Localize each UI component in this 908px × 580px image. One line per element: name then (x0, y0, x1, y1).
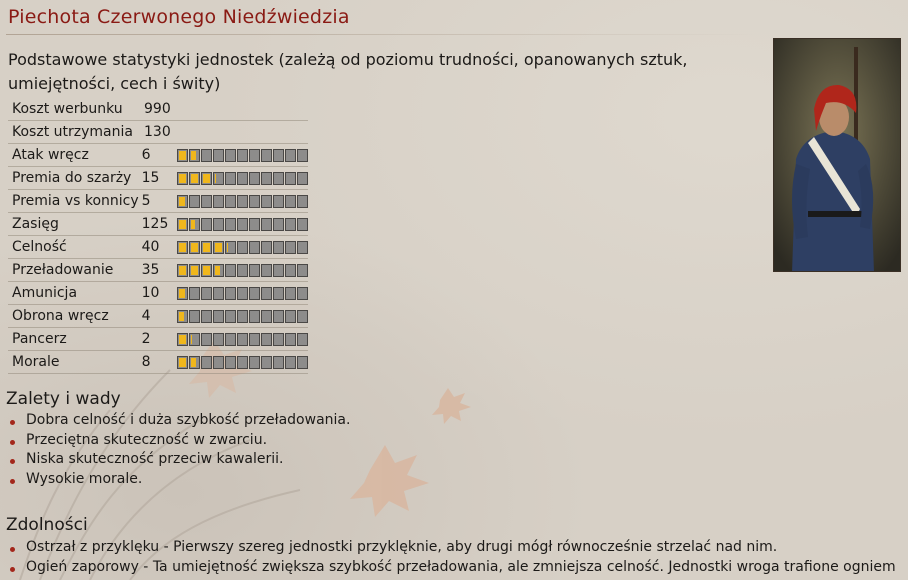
list-item-text: Przeciętna skuteczność w zwarciu. (26, 431, 268, 448)
stat-bar-fill (191, 151, 196, 160)
stat-bar-fill (179, 335, 186, 344)
stat-bar-segment (225, 356, 236, 369)
list-item (10, 558, 896, 578)
stat-bar-segment (189, 241, 200, 254)
stat-value: 15 (141, 170, 160, 186)
stat-row (8, 236, 308, 259)
stat-bar-fill (179, 358, 186, 367)
stat-bar-fill (215, 174, 216, 183)
stat-bar-segment (261, 218, 272, 231)
stat-bar-segment (249, 356, 260, 369)
stat-bar-segment (189, 218, 200, 231)
stat-bar-segment (213, 218, 224, 231)
stat-bar-segment (189, 333, 200, 346)
stat-bar (177, 264, 308, 277)
bullet-icon (10, 567, 15, 572)
stat-bar-segment (189, 195, 200, 208)
stat-bar-segment (249, 218, 260, 231)
list-item (10, 411, 350, 431)
stat-bar-segment (201, 195, 212, 208)
list-item (10, 470, 350, 490)
stat-row (8, 190, 308, 213)
stat-bar-segment (237, 149, 248, 162)
stat-bar-segment (237, 310, 248, 323)
stat-bar-segment (225, 195, 236, 208)
stat-row (8, 328, 308, 351)
pros-cons-list (10, 411, 350, 489)
bullet-icon (10, 459, 15, 464)
stat-bar-segment (177, 172, 188, 185)
stat-bar-segment (177, 218, 188, 231)
stat-bar-segment (249, 241, 260, 254)
stat-bar-fill (203, 174, 210, 183)
list-item-text: Niska skuteczność przeciw kawalerii. (26, 451, 284, 467)
stat-bar-fill (179, 243, 186, 252)
bullet-icon (10, 479, 15, 484)
stat-bar-segment (201, 172, 212, 185)
stat-bar-segment (285, 333, 296, 346)
stat-bar-segment (237, 218, 248, 231)
stat-bar-segment (297, 195, 308, 208)
list-item-text: Dobra celność i duża szybkość przeładowania. (26, 412, 351, 428)
stat-bar-fill (179, 289, 185, 298)
stat-bar-fill (191, 266, 198, 275)
stat-bar-segment (177, 333, 188, 346)
stat-bar-segment (285, 264, 296, 277)
stat-bar-segment (297, 287, 308, 300)
stat-row (8, 282, 308, 305)
stat-bar-segment (273, 172, 284, 185)
stat-bar-segment (297, 172, 308, 185)
stat-label: Amunicja (12, 285, 78, 301)
stat-bar-fill (191, 358, 196, 367)
stat-bar (177, 310, 308, 323)
stat-bar (177, 287, 308, 300)
stat-bar-fill (215, 243, 222, 252)
stat-label: Premia do szarży (12, 170, 132, 186)
list-item-text: Ostrzał z przyklęku - Pierwszy szereg jednostki przyklęknie, aby drugi mógł równocześnie strzelać nad nim. (26, 539, 778, 555)
unit-portrait-icon (773, 38, 901, 272)
stat-bar-segment (261, 172, 272, 185)
stat-bar-fill (215, 266, 220, 275)
stat-label: Obrona wręcz (12, 308, 109, 324)
stat-bar-segment (261, 149, 272, 162)
stat-label: Koszt werbunku (12, 101, 123, 117)
stat-bar-segment (201, 241, 212, 254)
stat-bar-segment (273, 310, 284, 323)
stat-bar-segment (261, 195, 272, 208)
stat-bar-segment (189, 264, 200, 277)
stat-label: Przeładowanie (12, 262, 114, 278)
stat-bar-fill (191, 174, 198, 183)
stat-row (8, 144, 308, 167)
stat-value: 4 (141, 308, 151, 324)
stats-table (8, 98, 308, 374)
stat-bar-segment (189, 149, 200, 162)
list-item (10, 431, 350, 451)
stat-bar-segment (237, 241, 248, 254)
stat-row (8, 351, 308, 374)
stat-bar-segment (213, 356, 224, 369)
stat-bar-segment (273, 356, 284, 369)
stat-bar (177, 241, 308, 254)
stat-value: 40 (141, 239, 160, 255)
stat-bar-fill (179, 174, 186, 183)
stat-bar-segment (297, 333, 308, 346)
stat-bar-segment (249, 195, 260, 208)
stat-bar-segment (213, 264, 224, 277)
stat-bar-segment (225, 264, 236, 277)
stat-bar-segment (285, 310, 296, 323)
stat-bar-segment (237, 356, 248, 369)
stat-bar-segment (201, 218, 212, 231)
stat-bar-segment (237, 333, 248, 346)
stat-bar-fill (191, 243, 198, 252)
stat-value: 35 (141, 262, 160, 278)
stat-bar-fill (203, 243, 210, 252)
stat-bar-segment (213, 287, 224, 300)
stat-bar-segment (297, 149, 308, 162)
stat-bar-segment (297, 218, 308, 231)
stat-bar-segment (261, 333, 272, 346)
stat-bar (177, 356, 308, 369)
stat-value: 990 (144, 101, 171, 117)
stat-row (8, 167, 308, 190)
stat-bar-segment (273, 333, 284, 346)
stat-row (8, 98, 308, 121)
stat-bar-segment (297, 264, 308, 277)
stat-bar-segment (297, 356, 308, 369)
title-divider (6, 34, 766, 35)
stat-bar-segment (213, 310, 224, 323)
stat-bar-segment (285, 218, 296, 231)
stat-bar-segment (201, 310, 212, 323)
stat-bar-segment (177, 310, 188, 323)
stat-bar-segment (273, 264, 284, 277)
stat-bar-segment (249, 333, 260, 346)
stat-row (8, 121, 308, 144)
stat-bar-segment (201, 149, 212, 162)
stat-bar-segment (285, 241, 296, 254)
stat-bar-segment (273, 218, 284, 231)
stat-bar-segment (261, 264, 272, 277)
stat-bar-segment (225, 218, 236, 231)
stat-bar-segment (237, 172, 248, 185)
stat-bar-segment (249, 149, 260, 162)
stat-bar-fill (227, 243, 228, 252)
stat-bar-segment (177, 287, 188, 300)
stat-label: Premia vs konnicy (12, 193, 139, 209)
stat-bar-segment (285, 149, 296, 162)
stat-bar-segment (273, 149, 284, 162)
stat-bar-segment (225, 149, 236, 162)
stat-bar-segment (213, 195, 224, 208)
stat-value: 10 (141, 285, 160, 301)
abilities-list (10, 538, 896, 577)
bullet-icon (10, 547, 15, 552)
stat-bar-segment (189, 287, 200, 300)
stat-bar-fill (179, 266, 186, 275)
stat-bar-segment (201, 333, 212, 346)
stat-bar-segment (249, 264, 260, 277)
stat-bar-fill (191, 220, 195, 229)
page-title: Piechota Czerwonego Niedźwiedzia (8, 6, 350, 28)
stat-bar-segment (285, 356, 296, 369)
stat-bar-segment (201, 287, 212, 300)
stat-bar-segment (285, 287, 296, 300)
stat-value: 8 (141, 354, 151, 370)
list-item (10, 538, 896, 558)
stat-bar-segment (285, 172, 296, 185)
stat-bar-segment (225, 333, 236, 346)
stat-bar-segment (225, 287, 236, 300)
stat-bar-segment (177, 241, 188, 254)
stat-bar-segment (177, 264, 188, 277)
stat-value: 2 (141, 331, 151, 347)
stat-row (8, 213, 308, 236)
stat-bar (177, 149, 308, 162)
stat-bar (177, 195, 308, 208)
list-item (10, 450, 350, 470)
stat-bar-segment (261, 287, 272, 300)
stat-bar-segment (213, 241, 224, 254)
stat-row (8, 259, 308, 282)
stat-bar (177, 218, 308, 231)
stat-bar-segment (177, 195, 188, 208)
stat-bar-fill (179, 312, 184, 321)
list-item-text: Wysokie morale. (26, 470, 143, 487)
abilities-title: Zdolności (6, 515, 88, 535)
stat-bar-fill (179, 151, 186, 160)
stat-bar-segment (273, 195, 284, 208)
stat-label: Atak wręcz (12, 147, 89, 163)
stat-label: Pancerz (12, 331, 67, 347)
stat-bar-segment (225, 172, 236, 185)
bullet-icon (10, 420, 15, 425)
stat-bar-segment (261, 241, 272, 254)
stat-bar-segment (237, 195, 248, 208)
stat-bar-segment (261, 356, 272, 369)
pros-cons-title: Zalety i wady (6, 389, 121, 409)
stat-bar (177, 172, 308, 185)
stat-bar-segment (297, 241, 308, 254)
stat-bar-segment (177, 149, 188, 162)
stat-bar-segment (201, 264, 212, 277)
stat-label: Morale (12, 354, 60, 370)
stat-bar (177, 333, 308, 346)
stat-bar-segment (249, 287, 260, 300)
stat-value: 130 (144, 124, 171, 140)
stat-label: Koszt utrzymania (12, 124, 133, 140)
stat-bar-segment (225, 241, 236, 254)
stat-value: 125 (141, 216, 169, 232)
stat-label: Zasięg (12, 216, 59, 232)
stat-bar-segment (273, 241, 284, 254)
stat-bar-segment (297, 310, 308, 323)
stat-label: Celność (12, 239, 67, 255)
stat-bar-segment (213, 172, 224, 185)
stat-bar-segment (237, 287, 248, 300)
stat-bar-segment (237, 264, 248, 277)
stat-bar-segment (273, 287, 284, 300)
stat-bar-segment (177, 356, 188, 369)
stat-bar-segment (213, 333, 224, 346)
stat-bar-fill (203, 266, 210, 275)
stat-bar-segment (261, 310, 272, 323)
stat-bar-segment (189, 310, 200, 323)
bullet-icon (10, 440, 15, 445)
stat-bar-segment (285, 195, 296, 208)
stat-bar-fill (191, 335, 192, 344)
stat-bar-fill (179, 197, 185, 206)
stat-bar-segment (213, 149, 224, 162)
stat-bar-segment (189, 356, 200, 369)
stat-bar-segment (189, 172, 200, 185)
stat-value: 5 (141, 193, 151, 209)
stat-bar-segment (201, 356, 212, 369)
list-item-text: Ogień zaporowy - Ta umiejętność zwiększa szybkość przeładowania, ale zmniejsza celność. Jednostki wroga trafione ogniem (26, 558, 896, 575)
stat-bar-segment (249, 172, 260, 185)
stat-bar-fill (179, 220, 186, 229)
stat-row (8, 305, 308, 328)
stat-bar-segment (225, 310, 236, 323)
stat-value: 6 (141, 147, 151, 163)
stat-bar-segment (249, 310, 260, 323)
stats-intro-text: Podstawowe statystyki jednostek (zależą od poziomu trudności, opanowanych sztuk, umiejętności, cech i świty) (8, 50, 688, 93)
